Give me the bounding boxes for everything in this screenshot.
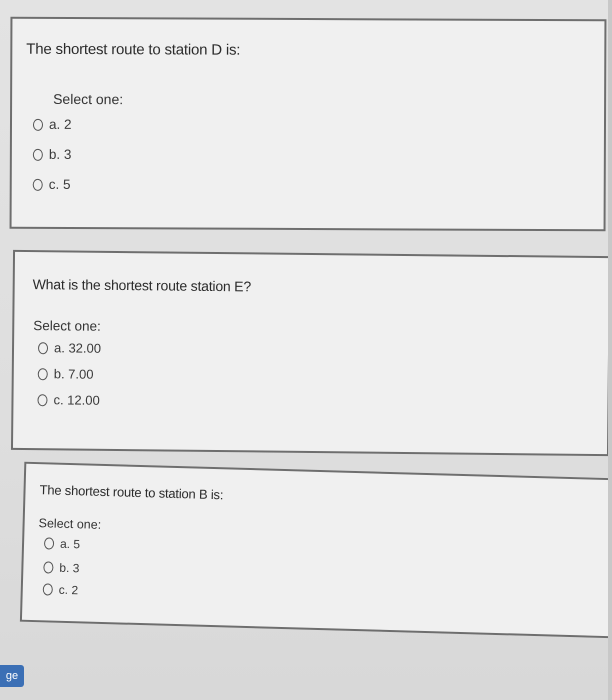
option-label: b. 3 — [48, 146, 72, 162]
option-c[interactable] — [43, 582, 79, 597]
option-a[interactable] — [33, 117, 72, 132]
radio-button-icon[interactable] — [38, 368, 48, 380]
option-b[interactable] — [43, 560, 79, 575]
question-card-1 — [10, 17, 607, 232]
radio-button-icon[interactable] — [44, 537, 54, 549]
option-b[interactable] — [33, 147, 72, 162]
option-label: a. 32.00 — [53, 340, 102, 356]
radio-button-icon[interactable] — [33, 118, 43, 130]
option-c[interactable] — [33, 177, 71, 192]
sidebar-tab-label: ge — [5, 670, 19, 682]
option-c[interactable] — [37, 392, 99, 408]
page-edge — [608, 0, 612, 700]
select-one-label: Select one: — [33, 318, 101, 334]
option-label: a. 2 — [48, 116, 72, 132]
option-a[interactable] — [38, 340, 101, 356]
radio-button-icon[interactable] — [33, 178, 43, 190]
radio-button-icon[interactable] — [33, 148, 43, 160]
option-label: a. 5 — [59, 536, 81, 552]
option-b[interactable] — [38, 366, 94, 382]
radio-button-icon[interactable] — [37, 394, 47, 406]
select-one-label: Select one: — [38, 516, 102, 532]
radio-button-icon[interactable] — [43, 561, 53, 573]
question-card-2 — [11, 250, 611, 456]
radio-button-icon[interactable] — [43, 583, 53, 595]
select-one-label: Select one: — [53, 90, 124, 108]
question-text: What is the shortest route station E? — [32, 276, 252, 295]
option-label: c. 5 — [48, 176, 71, 192]
sidebar-tab[interactable] — [0, 665, 24, 687]
option-label: b. 7.00 — [53, 366, 94, 382]
radio-button-icon[interactable] — [38, 342, 48, 354]
option-label: b. 3 — [59, 560, 80, 576]
question-text: The shortest route to station D is: — [26, 40, 241, 59]
question-card-3 — [20, 462, 612, 639]
option-a[interactable] — [44, 536, 80, 551]
option-label: c. 12.00 — [53, 392, 100, 408]
question-text: The shortest route to station B is: — [39, 482, 224, 503]
option-label: c. 2 — [58, 582, 79, 598]
